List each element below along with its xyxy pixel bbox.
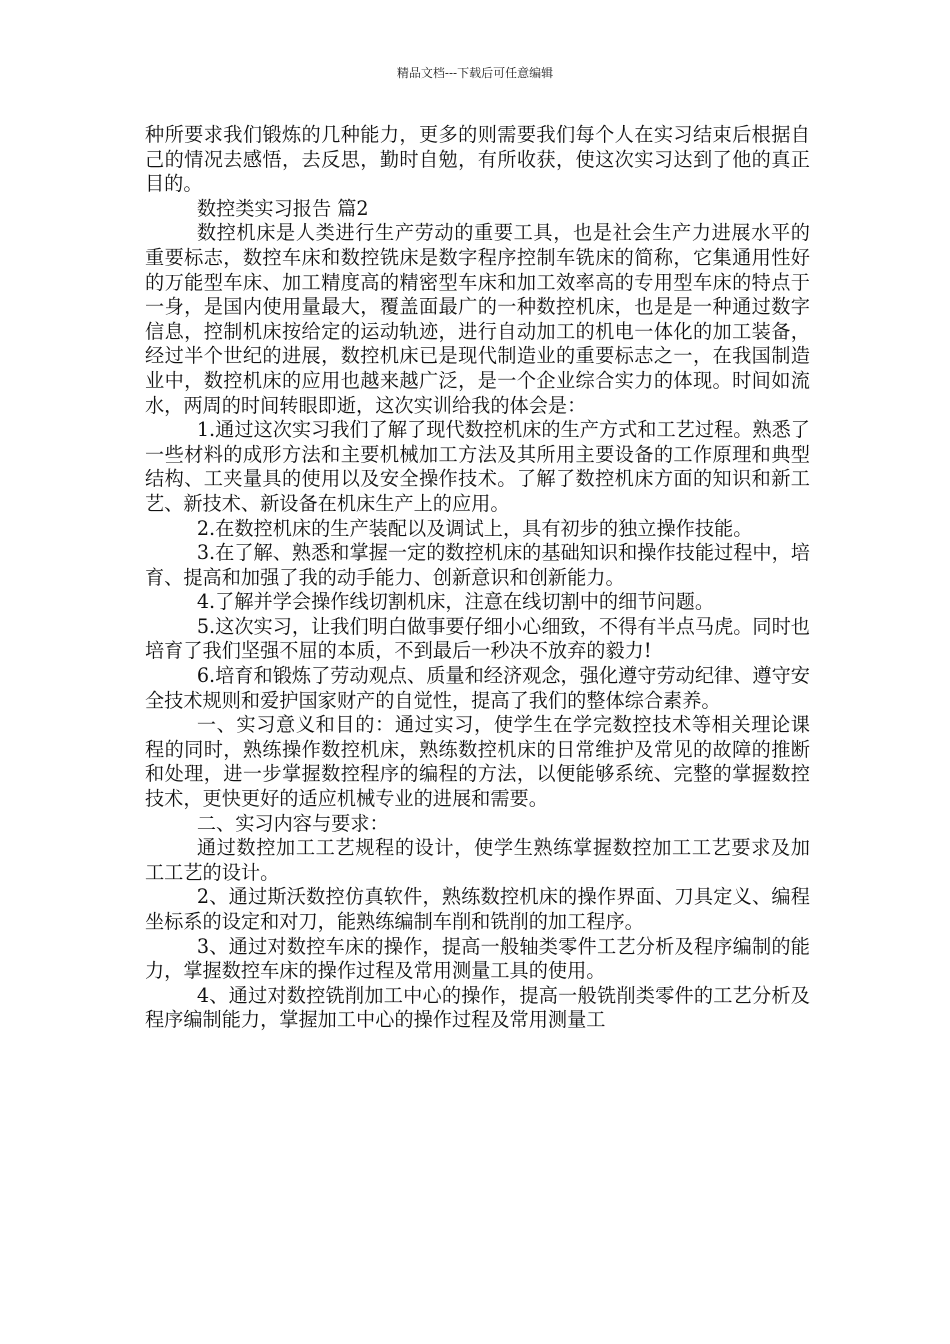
section-heading: 数控类实习报告 篇2	[196, 196, 369, 220]
list-item: 3、通过对数控车床的操作，提高一般轴类零件工艺分析及程序编制的能力，掌握数控车床的操作过程及常用测量工具的使用。	[145, 934, 810, 983]
list-item: 2、通过斯沃数控仿真软件，熟练数控机床的操作界面、刀具定义、编程坐标系的设定和对刀，能熟练编制车削和铣削的加工程序。	[145, 885, 810, 933]
list-item: 2.在数控机床的生产装配以及调试上，具有初步的独立操作技能。	[196, 516, 753, 540]
page-header: 精品文档---下载后可任意编辑	[396, 66, 554, 80]
section-heading: 二、实习内容与要求：	[196, 811, 389, 835]
list-item: 4、通过对数控铣削加工中心的操作，提高一般铣削类零件的工艺分析及程序编制能力，掌握加工中心的操作过程及常用测量工	[145, 983, 810, 1032]
paragraph: 种所要求我们锻炼的几种能力，更多的则需要我们每个人在实习结束后根据自己的情况去感悟，去反思，勤时自勉，有所收获，使这次实习达到了他的真正目的。	[145, 123, 810, 196]
document-body	[145, 123, 810, 1033]
list-item: 5.这次实习，让我们明白做事要仔细小心细致，不得有半点马虎。同时也培育了我们坚强不屈的本质，不到最后一秒决不放弃的毅力!	[145, 614, 810, 663]
paragraph: 通过数控加工工艺规程的设计，使学生熟练掌握数控加工工艺要求及加工工艺的设计。	[145, 836, 810, 884]
list-item: 6.培育和锻炼了劳动观点、质量和经济观念，强化遵守劳动纪律、遵守安全技术规则和爱护国家财产的自觉性，提高了我们的整体综合素养。	[145, 664, 810, 712]
list-item: 3.在了解、熟悉和掌握一定的数控机床的基础知识和操作技能过程中，培育、提高和加强了我的动手能力、创新意识和创新能力。	[145, 541, 810, 589]
paragraph: 数控机床是人类进行生产劳动的重要工具，也是社会生产力进展水平的重要标志，数控车床和数控铣床是数字程序控制车铣床的简称，它集通用性好的万能型车床、加工精度高的精密型车床和加工效率高的专用型车床的特点于一身，是国内使用量最大，覆盖面最广的一种数控机床，也是是一种通过数字信息，控制机床按给定的运动轨迹，进行自动加工的机电一体化的加工装备，经过半个世纪的进展，数控机床已是现代制造业的重要标志之一，在我国制造业中，数控机床的应用也越来越广泛，是一个企业综合实力的体现。时间如流水，两周的时间转眼即逝，这次实训给我的体会是：	[145, 221, 810, 417]
paragraph: 一、实习意义和目的：通过实习，使学生在学完数控技术等相关理论课程的同时，熟练操作数控机床，熟练数控机床的日常维护及常见的故障的推断和处理，进一步掌握数控程序的编程的方法，以便能够系统、完整的掌握数控技术，更快更好的适应机械专业的进展和需要。	[145, 713, 810, 811]
list-item: 4.了解并学会操作线切割机床，注意在线切割中的细节问题。	[196, 590, 715, 614]
list-item: 1.通过这次实习我们了解了现代数控机床的生产方式和工艺过程。熟悉了一些材料的成形方法和主要机械加工方法及其所用主要设备的工作原理和典型结构、工夹量具的使用以及安全操作技术。了解了数控机床方面的知识和新工艺、新技术、新设备在机床生产上的应用。	[145, 418, 810, 515]
